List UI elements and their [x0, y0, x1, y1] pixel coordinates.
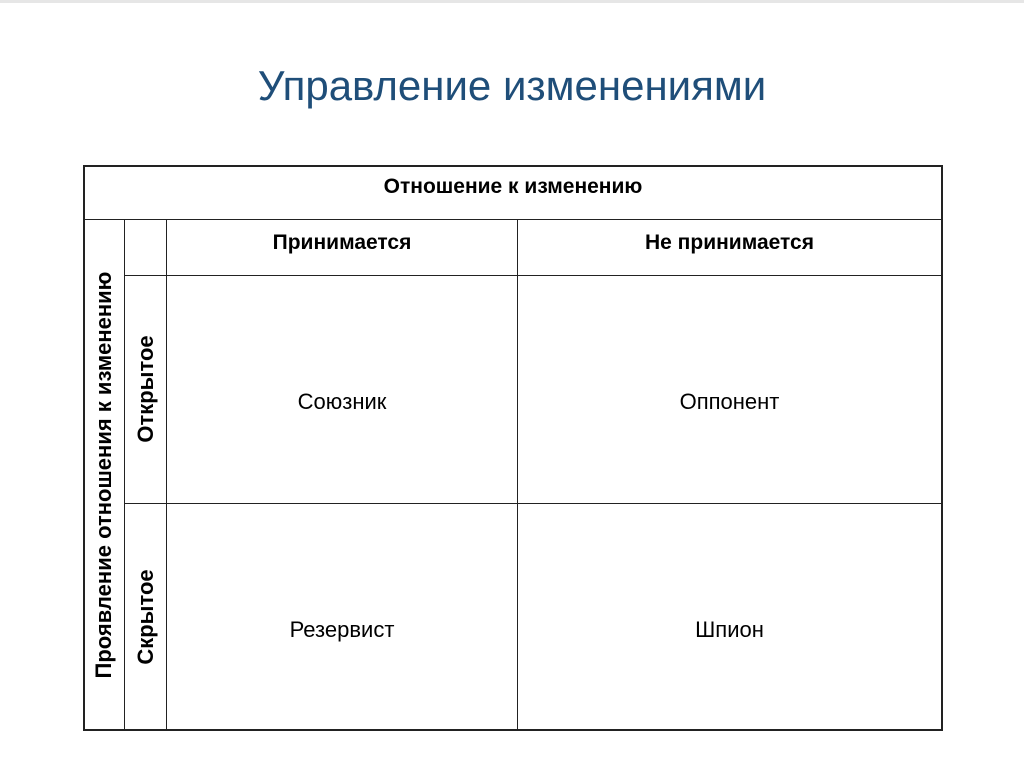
table-border-left [83, 165, 85, 731]
cell-open-accepted: Союзник [297, 389, 387, 414]
table-border-right [941, 165, 943, 731]
row-label-open: Открытое [133, 335, 158, 443]
column-label-separator [124, 275, 943, 276]
row-group-divider [124, 219, 125, 731]
cell-hidden-not-accepted: Шпион [695, 617, 764, 642]
table-border-top [83, 165, 943, 167]
cell-open-not-accepted: Оппонент [679, 389, 780, 414]
column-divider [517, 219, 518, 731]
table-border-bottom [83, 729, 943, 731]
column-header-not-accepted: Не принимается [645, 231, 814, 254]
table-header: Отношение к изменению [383, 175, 643, 198]
cell-hidden-accepted: Резервист [289, 617, 395, 642]
header-separator [83, 219, 943, 220]
row-label-divider [166, 219, 167, 731]
slide-top-edge [0, 0, 1024, 3]
column-header-accepted: Принимается [272, 231, 412, 254]
row-label-hidden: Скрытое [133, 569, 158, 665]
slide-title: Управление изменениями [257, 62, 767, 109]
row-separator [124, 503, 943, 504]
row-group-label: Проявление отношения к изменению [91, 271, 116, 679]
attitude-matrix-table [83, 165, 943, 731]
